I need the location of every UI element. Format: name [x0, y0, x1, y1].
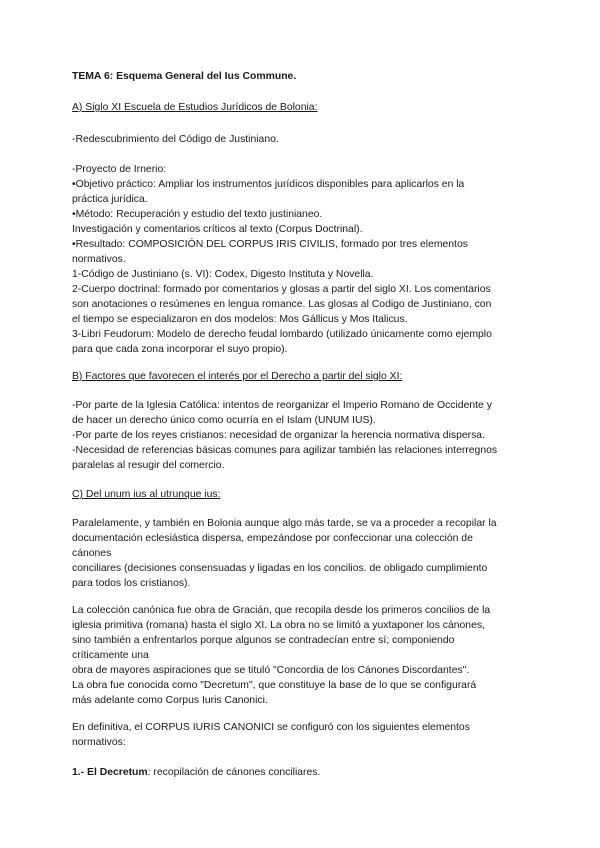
decretum-item: [72, 765, 320, 780]
section-c-line: más adelante como Corpus Iuris Canonici.: [72, 695, 268, 706]
section-c-line: cánones: [72, 548, 112, 559]
section-a-line: normativos.: [72, 254, 126, 265]
section-a-line: -Proyecto de Irnerio:: [72, 164, 167, 175]
section-b-line: -Por parte de los reyes cristianos: necesidad de organizar la herencia normativa dispersa.: [72, 430, 485, 441]
section-c-heading: C) Del unum ius al utrunque ius:: [72, 489, 221, 500]
section-b-line: -Por parte de la Iglesia Católica: intentos de reorganizar el Imperio Romano de Occidente y: [72, 400, 492, 411]
section-a-line: para que cada zona incorporar el suyo propio).: [72, 344, 288, 355]
section-a-line: 3-Libri Feudorum: Modelo de derecho feudal lombardo (utilizado únicamente como ejemplo: [72, 329, 492, 340]
section-a-line: •Método: Recuperación y estudio del texto justinianeo.: [72, 209, 323, 220]
section-b-heading: B) Factores que favorecen el interés por el Derecho a partir del siglo XI:: [72, 371, 403, 382]
section-a-line: son anotaciones o resúmenes en lengua romance. Las glosas al Codigo de Justiniano, con: [72, 299, 492, 310]
section-c-line: La obra fue conocida como "Decretum", que constituye la base de lo que se configurará: [72, 680, 477, 691]
section-a-paragraph: -Redescubrimiento del Código de Justiniano.: [72, 134, 279, 145]
section-c-line: La colección canónica fue obra de Gracián, que recopila desde los primeros concilios de la: [72, 605, 491, 616]
document-title: TEMA 6: Esquema General del Ius Commune.: [72, 71, 297, 82]
section-c-line: normativos:: [72, 737, 126, 748]
section-a-heading: A) Siglo XI Escuela de Estudios Jurídicos de Bolonia:: [72, 102, 318, 113]
decretum-item-label: 1.- El Decretum: [72, 767, 148, 778]
decretum-item-text: : recopilación de cánones conciliares.: [147, 767, 321, 778]
section-a-line: el tiempo se especializaron en dos modelos: Mos Gállicus y Mos Italicus.: [72, 314, 408, 325]
section-c-line: sino también a enfrentarlos porque algunos se contradecían entre sí; componiendo: [72, 635, 455, 646]
section-a-line: •Resultado: COMPOSICIÓN DEL CORPUS IRIS CIVILIS, formado por tres elementos: [72, 239, 468, 250]
section-c-line: obra de mayores aspiraciones que se tituló "Concordia de los Cánones Discordantes".: [72, 665, 470, 676]
section-a-line: 2-Cuerpo doctrinal: formado por comentarios y glosas a partir del siglo XI. Los comentarios: [72, 284, 491, 295]
section-a-line: práctica jurídica.: [72, 194, 148, 205]
section-b-line: -Necesidad de referencias básicas comunes para agilizar también las relaciones interregnos: [72, 445, 498, 456]
section-c-line: Paralelamente, y también en Bolonia aunque algo más tarde, se va a proceder a recopilar la: [72, 518, 497, 529]
section-a-line: Investigación y comentarios críticos al texto (Corpus Doctrinal).: [72, 224, 363, 235]
section-c-line: críticamente una: [72, 650, 149, 661]
section-c-line: documentación eclesiástica dispersa, empezándose por confeccionar una colección de: [72, 533, 473, 544]
section-c-line: para todos los cristianos).: [72, 578, 191, 589]
section-a-line: •Objetivo práctico: Ampliar los instrumentos jurídicos disponibles para aplicarlos en la: [72, 179, 465, 190]
section-b-line: de hacer un derecho único como ocurría en el Islam (UNUM IUS).: [72, 415, 376, 426]
section-c-line: conciliares (decisiones consensuadas y ligadas en los concilios. de obligado cumplimiento: [72, 563, 488, 574]
section-c-line: En definitiva, el CORPUS IURIS CANONICI se configuró con los siguientes elementos: [72, 722, 470, 733]
section-b-line: paralelas al resugir del comercio.: [72, 460, 225, 471]
section-c-line: iglesia primitiva (romana) hasta el siglo XI. La obra no se limitó a yuxtaponer los cánones,: [72, 620, 485, 631]
section-a-line: 1-Código de Justiniano (s. VI): Codex, Digesto Instituta y Novella.: [72, 269, 374, 280]
